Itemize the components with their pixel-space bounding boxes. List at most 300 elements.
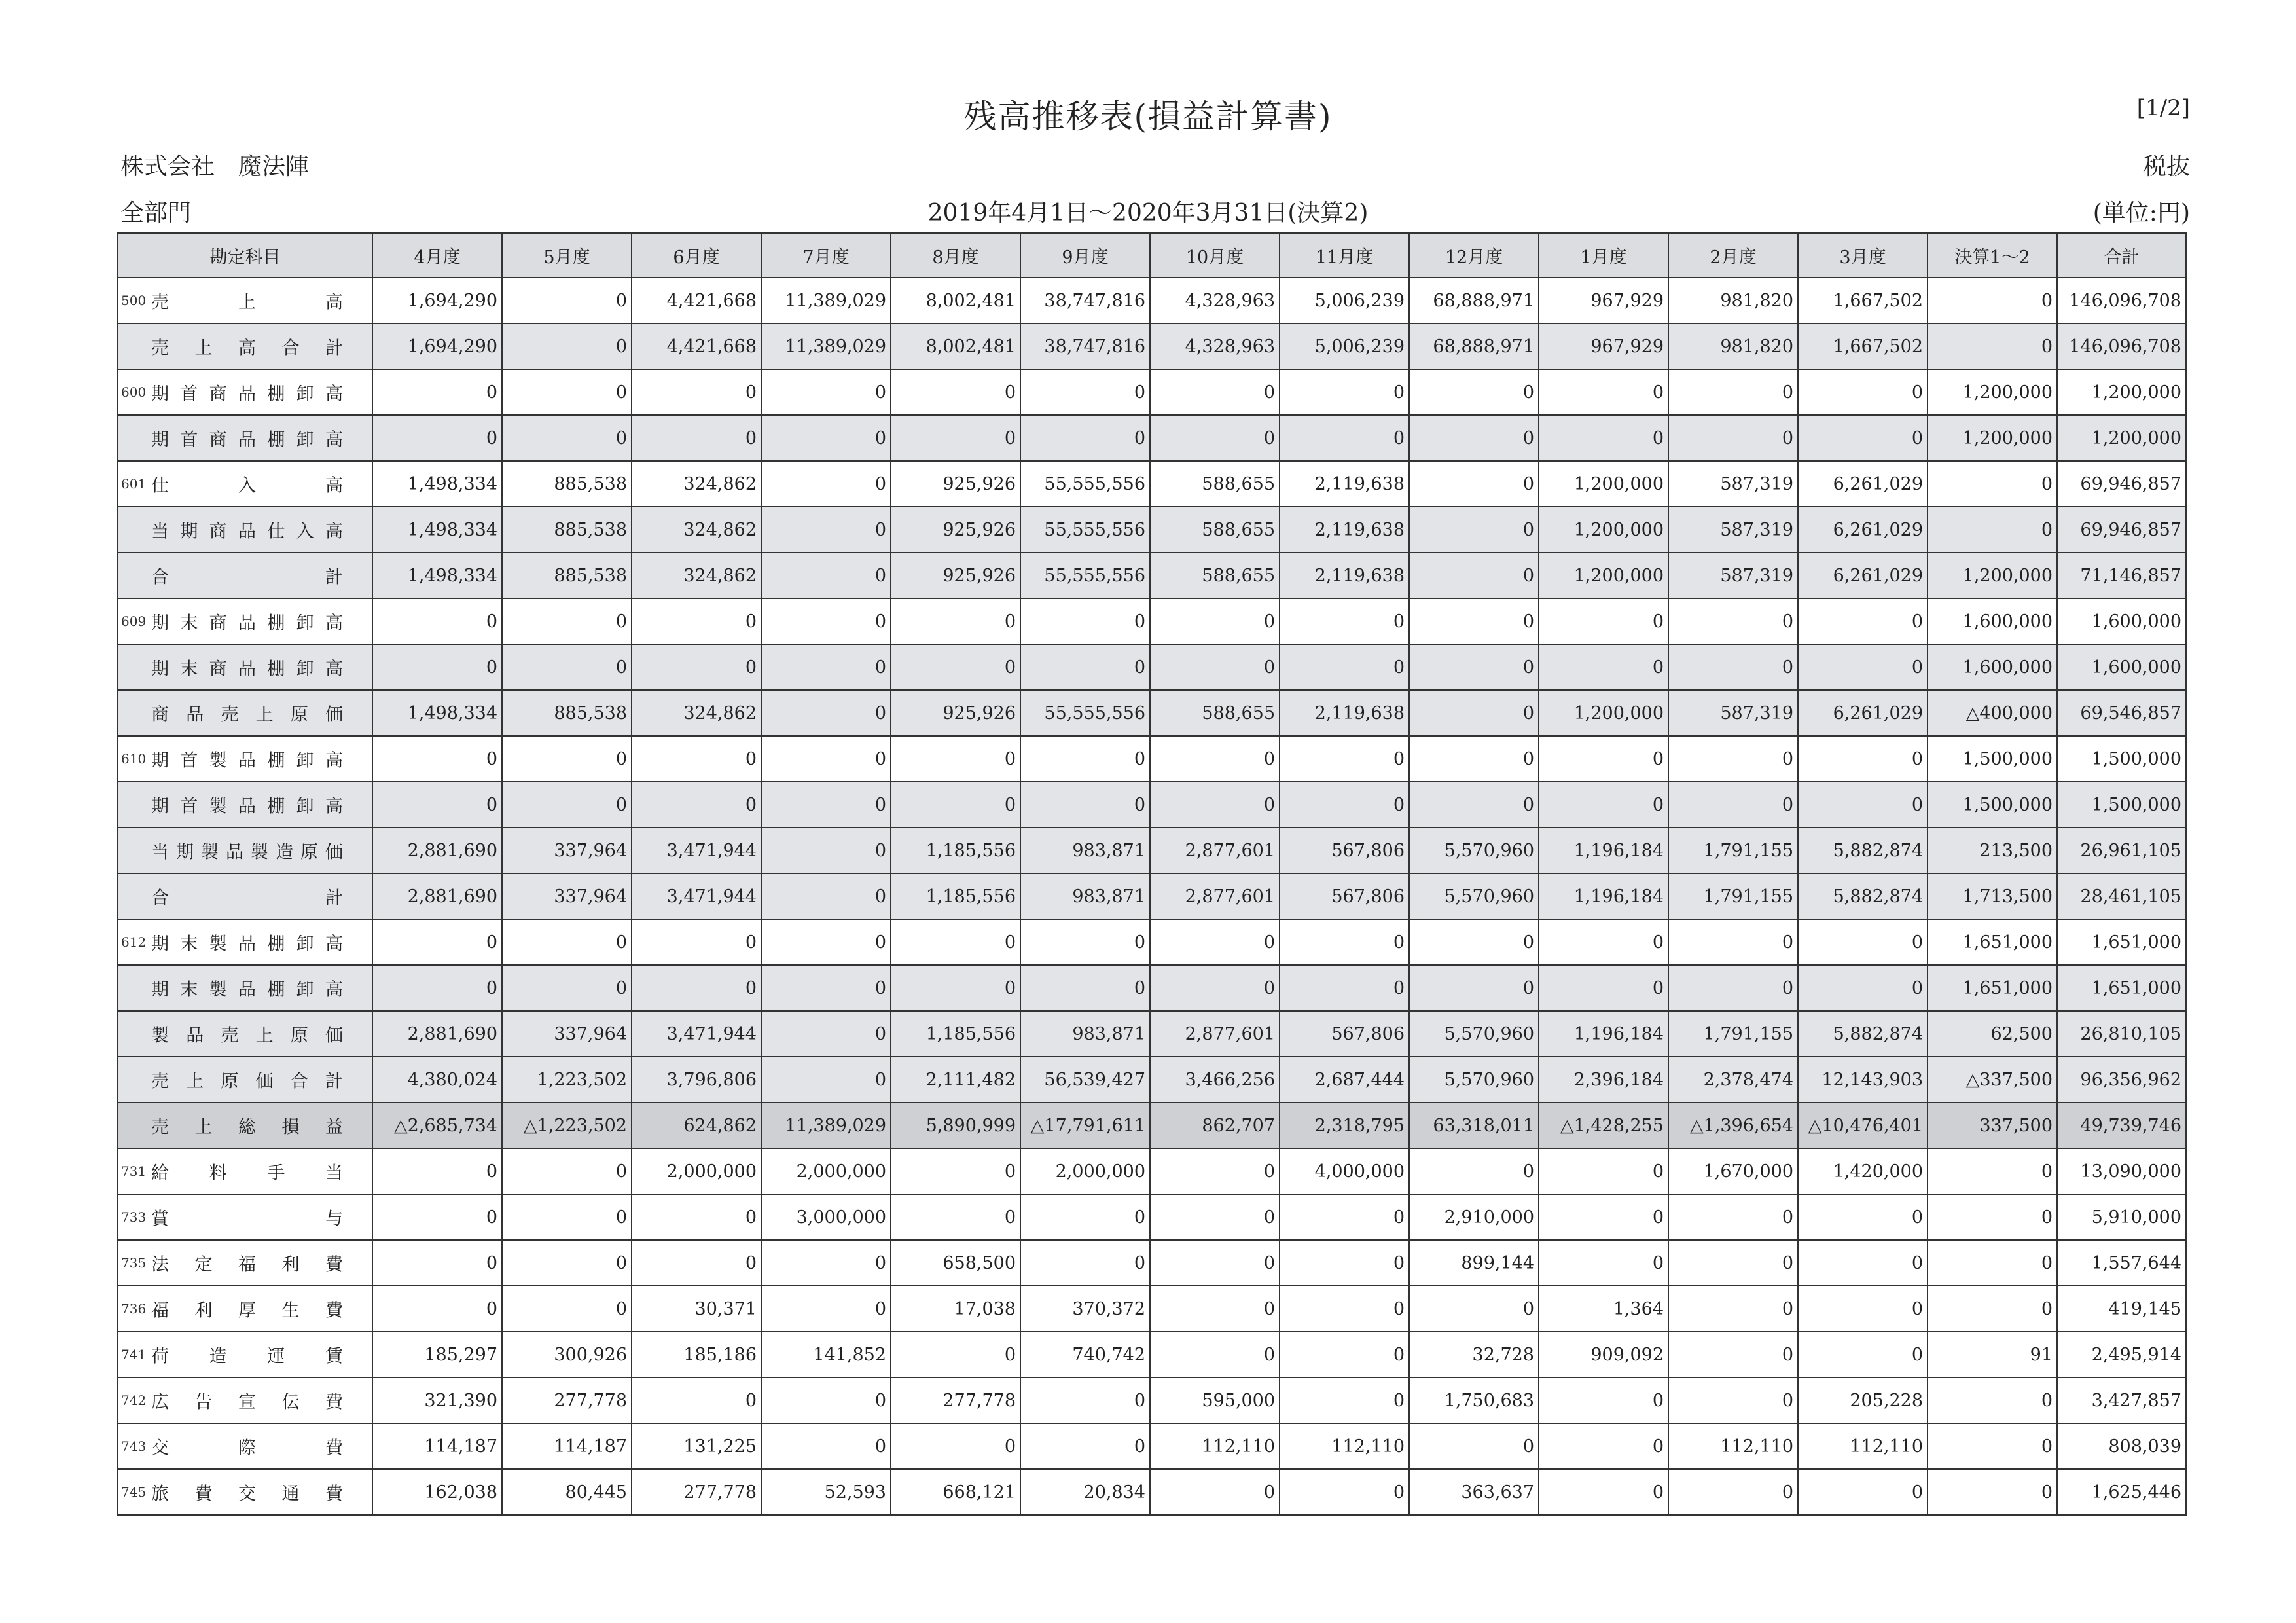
amount-cell: 8,002,481 bbox=[891, 323, 1020, 369]
amount-cell: 1,185,556 bbox=[891, 828, 1020, 873]
amount-cell: 13,090,000 bbox=[2057, 1148, 2186, 1194]
account-name-char: 首 bbox=[180, 429, 198, 450]
account-name-char: 期 bbox=[180, 521, 198, 542]
account-name-char: 期 bbox=[151, 979, 169, 1000]
amount-cell: 0 bbox=[1150, 369, 1280, 415]
amount-cell: 0 bbox=[1409, 415, 1539, 461]
amount-cell: 2,881,690 bbox=[372, 828, 502, 873]
amount-cell: 1,625,446 bbox=[2057, 1469, 2186, 1515]
amount-cell: 0 bbox=[1020, 644, 1150, 690]
column-header: 5月度 bbox=[502, 233, 632, 278]
account-cell bbox=[118, 1148, 372, 1194]
account-name bbox=[151, 288, 343, 314]
amount-cell: 2,881,690 bbox=[372, 1011, 502, 1057]
amount-cell: 0 bbox=[761, 690, 891, 736]
amount-cell: 28,461,105 bbox=[2057, 873, 2186, 919]
account-name bbox=[151, 517, 343, 543]
amount-cell: 0 bbox=[1020, 369, 1150, 415]
amount-cell: 567,806 bbox=[1280, 873, 1409, 919]
account-name-char: 厚 bbox=[238, 1300, 256, 1321]
amount-cell: 2,877,601 bbox=[1150, 1011, 1280, 1057]
amount-cell: 0 bbox=[1928, 1377, 2057, 1423]
amount-cell: 567,806 bbox=[1280, 828, 1409, 873]
amount-cell: 1,600,000 bbox=[1928, 598, 2057, 644]
amount-cell: 112,110 bbox=[1668, 1423, 1798, 1469]
amount-cell: 0 bbox=[761, 1057, 891, 1103]
account-name-char: 品 bbox=[238, 934, 256, 955]
account-code: 742 bbox=[121, 1393, 147, 1408]
amount-cell: 0 bbox=[502, 919, 632, 965]
account-name-char: 売 bbox=[151, 1117, 169, 1138]
amount-cell: 112,110 bbox=[1798, 1423, 1928, 1469]
amount-cell: 0 bbox=[372, 1194, 502, 1240]
account-code: 600 bbox=[121, 384, 147, 400]
amount-cell: 337,500 bbox=[1928, 1103, 2057, 1148]
amount-cell: 0 bbox=[1928, 507, 2057, 553]
amount-cell: 1,200,000 bbox=[1928, 415, 2057, 461]
account-name bbox=[151, 976, 343, 1001]
account-cell bbox=[118, 1103, 372, 1148]
account-name-char: 与 bbox=[325, 1209, 343, 1230]
amount-cell: 0 bbox=[1539, 965, 1668, 1011]
amount-cell: 2,396,184 bbox=[1539, 1057, 1668, 1103]
account-cell bbox=[118, 1469, 372, 1515]
amount-cell: 0 bbox=[891, 965, 1020, 1011]
amount-cell: 26,961,105 bbox=[2057, 828, 2186, 873]
account-name-char: 価 bbox=[325, 842, 343, 863]
amount-cell: 0 bbox=[372, 1240, 502, 1286]
amount-cell: 0 bbox=[1668, 598, 1798, 644]
amount-cell: 277,778 bbox=[502, 1377, 632, 1423]
amount-cell: 337,964 bbox=[502, 828, 632, 873]
amount-cell: 4,000,000 bbox=[1280, 1148, 1409, 1194]
amount-cell: 131,225 bbox=[632, 1423, 761, 1469]
amount-cell: 0 bbox=[761, 1286, 891, 1332]
account-name-char: 入 bbox=[296, 521, 314, 542]
amount-cell: 0 bbox=[891, 644, 1020, 690]
amount-cell: 1,651,000 bbox=[1928, 919, 2057, 965]
amount-cell: 112,110 bbox=[1280, 1423, 1409, 1469]
table-row bbox=[118, 1286, 2186, 1332]
account-code: 610 bbox=[121, 751, 147, 767]
account-name bbox=[151, 838, 343, 864]
account-name-char: 卸 bbox=[296, 934, 314, 955]
amount-cell: 363,637 bbox=[1409, 1469, 1539, 1515]
amount-cell: 5,006,239 bbox=[1280, 278, 1409, 323]
account-name-char: 仕 bbox=[151, 475, 169, 496]
column-header: 合計 bbox=[2057, 233, 2186, 278]
account-name-char: 品 bbox=[238, 659, 256, 680]
account-cell bbox=[118, 782, 372, 828]
amount-cell: 0 bbox=[1150, 965, 1280, 1011]
amount-cell: 0 bbox=[502, 278, 632, 323]
amount-cell: 587,319 bbox=[1668, 690, 1798, 736]
amount-cell: 11,389,029 bbox=[761, 1103, 891, 1148]
amount-cell: 0 bbox=[1928, 1148, 2057, 1194]
amount-cell: 0 bbox=[1539, 1423, 1668, 1469]
amount-cell: 2,000,000 bbox=[761, 1148, 891, 1194]
amount-cell: 0 bbox=[891, 369, 1020, 415]
amount-cell: 337,964 bbox=[502, 873, 632, 919]
amount-cell: 0 bbox=[1539, 1148, 1668, 1194]
account-name-char: 期 bbox=[151, 659, 169, 680]
amount-cell: 38,747,816 bbox=[1020, 278, 1150, 323]
account-name-char: 料 bbox=[209, 1163, 227, 1184]
account-name-char: 上 bbox=[186, 1071, 204, 1092]
amount-cell: 0 bbox=[1539, 782, 1668, 828]
amount-cell: 808,039 bbox=[2057, 1423, 2186, 1469]
amount-cell: 5,910,000 bbox=[2057, 1194, 2186, 1240]
account-name-char: 商 bbox=[151, 704, 169, 725]
account-name-char: 棚 bbox=[267, 384, 285, 405]
account-name-char: 高 bbox=[325, 292, 343, 313]
account-cell bbox=[118, 1332, 372, 1377]
amount-cell: 0 bbox=[1798, 782, 1928, 828]
amount-cell: 0 bbox=[761, 415, 891, 461]
amount-cell: 0 bbox=[632, 1377, 761, 1423]
amount-cell: 5,890,999 bbox=[891, 1103, 1020, 1148]
table-row bbox=[118, 1332, 2186, 1377]
amount-cell: 0 bbox=[1539, 736, 1668, 782]
account-cell bbox=[118, 828, 372, 873]
account-name-char: 益 bbox=[325, 1117, 343, 1138]
amount-cell: 5,006,239 bbox=[1280, 323, 1409, 369]
account-name-char: 商 bbox=[209, 659, 227, 680]
table-row bbox=[118, 415, 2186, 461]
amount-cell: 11,389,029 bbox=[761, 278, 891, 323]
account-name-char: 卸 bbox=[296, 384, 314, 405]
account-name-char: 棚 bbox=[267, 750, 285, 771]
account-name bbox=[151, 563, 343, 589]
amount-cell: 885,538 bbox=[502, 507, 632, 553]
amount-cell: 0 bbox=[502, 1148, 632, 1194]
account-name-char: 価 bbox=[325, 704, 343, 725]
table-row bbox=[118, 782, 2186, 828]
amount-cell: 981,820 bbox=[1668, 323, 1798, 369]
account-name bbox=[151, 334, 343, 359]
account-name-char: 棚 bbox=[267, 934, 285, 955]
amount-cell: 0 bbox=[1280, 1377, 1409, 1423]
amount-cell: 141,852 bbox=[761, 1332, 891, 1377]
amount-cell: 1,670,000 bbox=[1668, 1148, 1798, 1194]
account-name-char: 末 bbox=[180, 934, 198, 955]
amount-cell: 1,200,000 bbox=[1928, 369, 2057, 415]
account-cell bbox=[118, 919, 372, 965]
account-name-char: 費 bbox=[325, 1484, 343, 1504]
account-name-char: 造 bbox=[209, 1346, 227, 1367]
account-name-char: 商 bbox=[209, 384, 227, 405]
amount-cell: 2,119,638 bbox=[1280, 507, 1409, 553]
account-name-char: 広 bbox=[151, 1392, 169, 1413]
amount-cell: 925,926 bbox=[891, 461, 1020, 507]
amount-cell: 324,862 bbox=[632, 553, 761, 598]
amount-cell: 0 bbox=[372, 644, 502, 690]
amount-cell: 1,223,502 bbox=[502, 1057, 632, 1103]
account-name bbox=[151, 609, 343, 634]
account-name-char: 売 bbox=[221, 1025, 239, 1046]
header-row bbox=[118, 233, 2186, 278]
account-name-char: 期 bbox=[151, 750, 169, 771]
amount-cell: 2,119,638 bbox=[1280, 553, 1409, 598]
amount-cell: 0 bbox=[1409, 461, 1539, 507]
amount-cell: 0 bbox=[1668, 1377, 1798, 1423]
account-name-char: 期 bbox=[151, 934, 169, 955]
amount-cell: 277,778 bbox=[632, 1469, 761, 1515]
account-name-char: 際 bbox=[238, 1438, 256, 1459]
amount-cell: 0 bbox=[502, 323, 632, 369]
amount-cell: 69,546,857 bbox=[2057, 690, 2186, 736]
account-name-char: 費 bbox=[194, 1484, 213, 1504]
account-name-char: 品 bbox=[238, 979, 256, 1000]
amount-cell: 69,946,857 bbox=[2057, 461, 2186, 507]
amount-cell: 0 bbox=[1668, 1286, 1798, 1332]
account-name-char: 品 bbox=[238, 384, 256, 405]
table-row bbox=[118, 873, 2186, 919]
table-row bbox=[118, 1103, 2186, 1148]
amount-cell: 3,796,806 bbox=[632, 1057, 761, 1103]
document-title: 残高推移表(損益計算書) bbox=[963, 98, 1333, 136]
account-cell bbox=[118, 323, 372, 369]
account-cell bbox=[118, 1286, 372, 1332]
account-name bbox=[151, 1434, 343, 1459]
amount-cell: 0 bbox=[1280, 919, 1409, 965]
account-name-char: 給 bbox=[151, 1163, 169, 1184]
amount-cell: 624,862 bbox=[632, 1103, 761, 1148]
amount-cell: 1,498,334 bbox=[372, 507, 502, 553]
amount-cell: 114,187 bbox=[502, 1423, 632, 1469]
amount-cell: 5,882,874 bbox=[1798, 1011, 1928, 1057]
amount-cell: △1,396,654 bbox=[1668, 1103, 1798, 1148]
amount-cell: 1,651,000 bbox=[2057, 919, 2186, 965]
amount-cell: 277,778 bbox=[891, 1377, 1020, 1423]
amount-cell: 1,185,556 bbox=[891, 873, 1020, 919]
column-header: 決算1～2 bbox=[1928, 233, 2057, 278]
account-name-char: 費 bbox=[325, 1300, 343, 1321]
amount-cell: 0 bbox=[761, 369, 891, 415]
amount-cell: 0 bbox=[632, 965, 761, 1011]
amount-cell: 0 bbox=[502, 1286, 632, 1332]
amount-cell: 0 bbox=[1798, 1332, 1928, 1377]
amount-cell: 1,667,502 bbox=[1798, 323, 1928, 369]
amount-cell: △1,223,502 bbox=[502, 1103, 632, 1148]
account-name bbox=[151, 1296, 343, 1322]
account-name-char: 上 bbox=[194, 338, 213, 359]
amount-cell: 4,380,024 bbox=[372, 1057, 502, 1103]
account-name-char: 原 bbox=[290, 704, 308, 725]
amount-cell: 4,421,668 bbox=[632, 278, 761, 323]
amount-cell: 0 bbox=[1280, 1469, 1409, 1515]
amount-cell: 0 bbox=[502, 1194, 632, 1240]
account-name-char: 卸 bbox=[296, 429, 314, 450]
account-name-char: 品 bbox=[238, 796, 256, 817]
amount-cell: 0 bbox=[1668, 1194, 1798, 1240]
amount-cell: 0 bbox=[1928, 278, 2057, 323]
amount-cell: 0 bbox=[1668, 644, 1798, 690]
account-name-char: 品 bbox=[238, 521, 256, 542]
amount-cell: 0 bbox=[1020, 1377, 1150, 1423]
account-name bbox=[151, 1388, 343, 1413]
account-name-char: 価 bbox=[255, 1071, 274, 1092]
amount-cell: 20,834 bbox=[1020, 1469, 1150, 1515]
amount-cell: 0 bbox=[891, 598, 1020, 644]
account-name-char: 末 bbox=[180, 979, 198, 1000]
amount-cell: 114,187 bbox=[372, 1423, 502, 1469]
account-name-char: 売 bbox=[221, 704, 239, 725]
amount-cell: 567,806 bbox=[1280, 1011, 1409, 1057]
amount-cell: 1,750,683 bbox=[1409, 1377, 1539, 1423]
amount-cell: 370,372 bbox=[1020, 1286, 1150, 1332]
amount-cell: 1,200,000 bbox=[2057, 415, 2186, 461]
account-name-char: 売 bbox=[151, 292, 169, 313]
amount-cell: 0 bbox=[1150, 1332, 1280, 1377]
amount-cell: △10,476,401 bbox=[1798, 1103, 1928, 1148]
amount-cell: 1,557,644 bbox=[2057, 1240, 2186, 1286]
account-cell bbox=[118, 965, 372, 1011]
account-name-char: 通 bbox=[281, 1484, 300, 1504]
amount-cell: 69,946,857 bbox=[2057, 507, 2186, 553]
account-name-char: 品 bbox=[238, 429, 256, 450]
amount-cell: 0 bbox=[891, 1332, 1020, 1377]
account-name-char: 上 bbox=[255, 704, 274, 725]
column-header: 4月度 bbox=[372, 233, 502, 278]
account-name-char: 運 bbox=[267, 1346, 285, 1367]
amount-cell: △337,500 bbox=[1928, 1057, 2057, 1103]
amount-cell: 63,318,011 bbox=[1409, 1103, 1539, 1148]
account-name-char: 品 bbox=[238, 750, 256, 771]
amount-cell: 1,196,184 bbox=[1539, 873, 1668, 919]
amount-cell: 0 bbox=[1409, 736, 1539, 782]
amount-cell: 5,882,874 bbox=[1798, 828, 1928, 873]
account-name-char: 商 bbox=[209, 429, 227, 450]
account-name bbox=[151, 930, 343, 955]
column-header: 7月度 bbox=[761, 233, 891, 278]
account-name-char: 福 bbox=[151, 1300, 169, 1321]
amount-cell: 0 bbox=[1539, 415, 1668, 461]
account-name-char: 製 bbox=[209, 934, 227, 955]
account-name-char: 当 bbox=[151, 842, 169, 863]
amount-cell: 0 bbox=[1539, 1240, 1668, 1286]
amount-cell: 0 bbox=[1409, 782, 1539, 828]
column-header: 6月度 bbox=[632, 233, 761, 278]
amount-cell: 0 bbox=[632, 644, 761, 690]
amount-cell: 1,200,000 bbox=[1928, 553, 2057, 598]
amount-cell: 2,910,000 bbox=[1409, 1194, 1539, 1240]
amount-cell: △17,791,611 bbox=[1020, 1103, 1150, 1148]
amount-cell: 0 bbox=[1150, 919, 1280, 965]
account-name-char: 首 bbox=[180, 384, 198, 405]
amount-cell: 321,390 bbox=[372, 1377, 502, 1423]
amount-cell: 0 bbox=[1798, 919, 1928, 965]
amount-cell: 0 bbox=[891, 1423, 1020, 1469]
account-name-char: 首 bbox=[180, 796, 198, 817]
table-row bbox=[118, 1011, 2186, 1057]
account-name-char: 賃 bbox=[325, 1346, 343, 1367]
amount-cell: 0 bbox=[1150, 1240, 1280, 1286]
amount-cell: 3,471,944 bbox=[632, 828, 761, 873]
account-code: 743 bbox=[121, 1438, 147, 1454]
amount-cell: 2,495,914 bbox=[2057, 1332, 2186, 1377]
amount-cell: 5,570,960 bbox=[1409, 873, 1539, 919]
account-code: 741 bbox=[121, 1347, 147, 1362]
amount-cell: 0 bbox=[1150, 644, 1280, 690]
account-cell bbox=[118, 1423, 372, 1469]
account-name-char: 卸 bbox=[296, 979, 314, 1000]
account-cell bbox=[118, 553, 372, 598]
amount-cell: 4,328,963 bbox=[1150, 278, 1280, 323]
account-name-char: 費 bbox=[325, 1438, 343, 1459]
column-header: 8月度 bbox=[891, 233, 1020, 278]
balance-transition-table bbox=[117, 232, 2187, 1516]
amount-cell: 899,144 bbox=[1409, 1240, 1539, 1286]
account-name-char: 生 bbox=[281, 1300, 300, 1321]
table-row bbox=[118, 919, 2186, 965]
account-name-char: 高 bbox=[325, 475, 343, 496]
amount-cell: 0 bbox=[1409, 690, 1539, 736]
amount-cell: 0 bbox=[372, 369, 502, 415]
amount-cell: 0 bbox=[1539, 1469, 1668, 1515]
account-name bbox=[151, 1021, 343, 1047]
account-name-char: 高 bbox=[325, 659, 343, 680]
amount-cell: 324,862 bbox=[632, 690, 761, 736]
amount-cell: 4,328,963 bbox=[1150, 323, 1280, 369]
account-name-char: 高 bbox=[325, 750, 343, 771]
table-row bbox=[118, 1194, 2186, 1240]
amount-cell: 0 bbox=[372, 965, 502, 1011]
account-name-char: 入 bbox=[238, 475, 256, 496]
account-name bbox=[151, 380, 343, 405]
amount-cell: 983,871 bbox=[1020, 1011, 1150, 1057]
amount-cell: 885,538 bbox=[502, 690, 632, 736]
amount-cell: 0 bbox=[1539, 598, 1668, 644]
table-body bbox=[118, 278, 2186, 1515]
account-code: 612 bbox=[121, 934, 147, 950]
table-row bbox=[118, 369, 2186, 415]
amount-cell: 3,471,944 bbox=[632, 873, 761, 919]
amount-cell: 0 bbox=[1409, 1423, 1539, 1469]
amount-cell: 1,651,000 bbox=[2057, 965, 2186, 1011]
amount-cell: 0 bbox=[761, 1377, 891, 1423]
amount-cell: 0 bbox=[1668, 1240, 1798, 1286]
amount-cell: 1,500,000 bbox=[1928, 782, 2057, 828]
account-name-char: 期 bbox=[151, 796, 169, 817]
amount-cell: 595,000 bbox=[1150, 1377, 1280, 1423]
account-name bbox=[151, 746, 343, 772]
amount-cell: 300,926 bbox=[502, 1332, 632, 1377]
amount-cell: 0 bbox=[761, 1423, 891, 1469]
amount-cell: 0 bbox=[1020, 415, 1150, 461]
amount-cell: 0 bbox=[1798, 736, 1928, 782]
account-cell bbox=[118, 278, 372, 323]
account-name-char: 造 bbox=[276, 842, 293, 863]
account-name-char: 高 bbox=[325, 796, 343, 817]
amount-cell: 0 bbox=[502, 598, 632, 644]
account-name-char: 品 bbox=[186, 704, 204, 725]
tax-mode: 税抜 bbox=[2142, 153, 2190, 180]
amount-cell: 5,882,874 bbox=[1798, 873, 1928, 919]
amount-cell: 0 bbox=[1020, 598, 1150, 644]
amount-cell: 0 bbox=[1668, 1332, 1798, 1377]
amount-cell: 967,929 bbox=[1539, 323, 1668, 369]
amount-cell: 0 bbox=[1928, 323, 2057, 369]
account-name bbox=[151, 1067, 343, 1093]
amount-cell: 0 bbox=[1280, 965, 1409, 1011]
amount-cell: 1,200,000 bbox=[1539, 461, 1668, 507]
amount-cell: 0 bbox=[502, 782, 632, 828]
amount-cell: 0 bbox=[1798, 965, 1928, 1011]
amount-cell: 925,926 bbox=[891, 507, 1020, 553]
table-row bbox=[118, 690, 2186, 736]
amount-cell: 0 bbox=[891, 415, 1020, 461]
